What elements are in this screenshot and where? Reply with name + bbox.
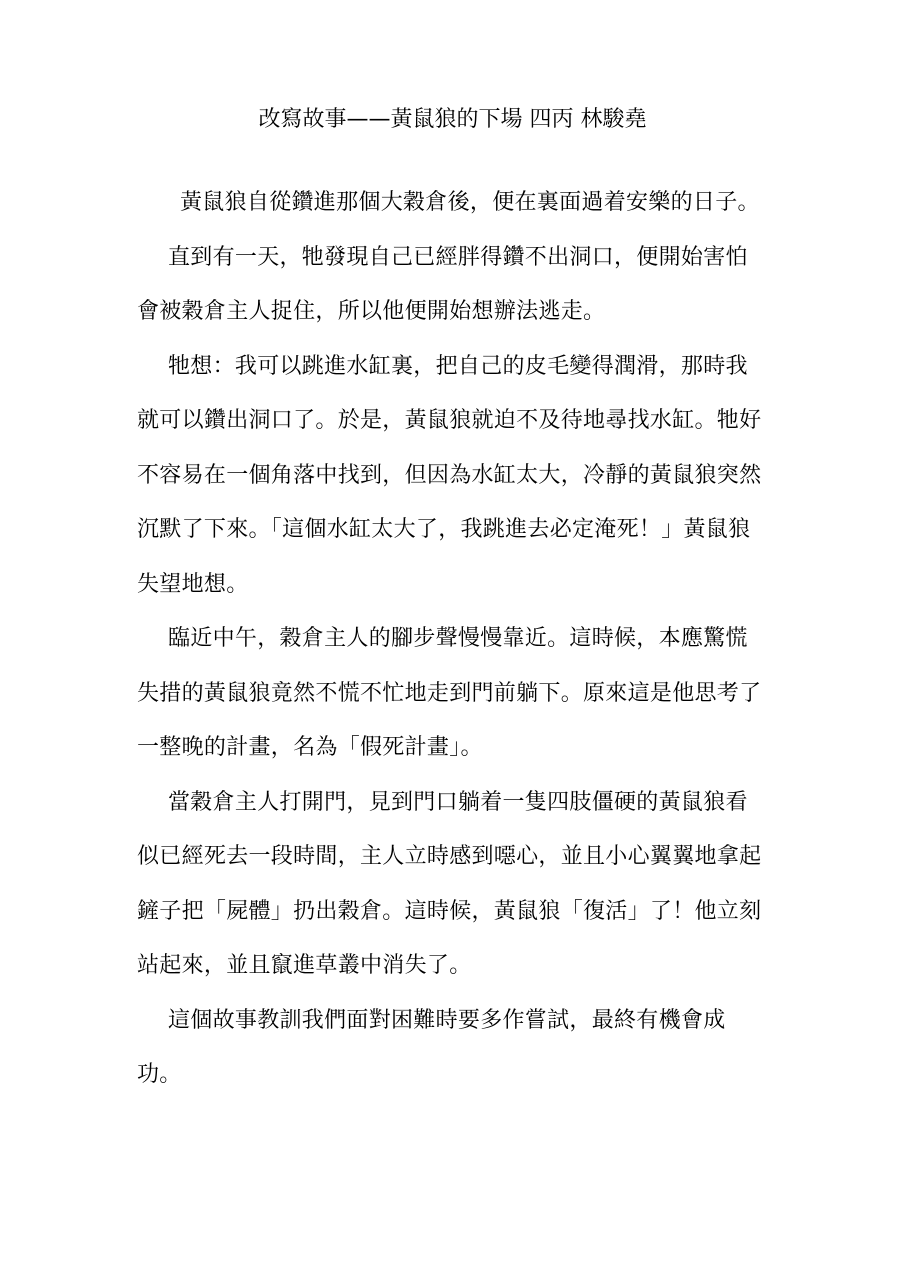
paragraph: 當穀倉主人打開門，見到門口躺着一隻四肢僵硬的黃鼠狼看似已經死去一段時間，主人立時感到噁心，並且小心翼翼地拿起鏟子把「屍體」扔出穀倉。這時候，黃鼠狼「復活」了！他立刻站起來，並且竄進草叢中消失了。 <box>137 789 762 978</box>
document-body <box>137 176 762 1103</box>
paragraph: 牠想：我可以跳進水缸裏，把自己的皮毛變得潤滑，那時我就可以鑽出洞口了。於是，黃鼠狼就迫不及待地尋找水缸。牠好不容易在一個角落中找到，但因為水缸太大，冷靜的黃鼠狼突然沉默了下來。「這個水缸太大了，我跳進去必定淹死！」黃鼠狼失望地想。 <box>137 353 762 597</box>
document-title: 改寫故事——黃鼠狼的下場 四丙 林駿堯 <box>258 107 647 132</box>
paragraph: 臨近中午，穀倉主人的腳步聲慢慢靠近。這時候，本應驚慌失措的黃鼠狼竟然不慌不忙地走到門前躺下。原來這是他思考了一整晚的計畫，名為「假死計畫」。 <box>137 626 762 760</box>
paragraph: 直到有一天，牠發現自己已經胖得鑽不出洞口，便開始害怕會被穀倉主人捉住，所以他便開始想辦法逃走。 <box>137 244 748 324</box>
paragraph: 黃鼠狼自從鑽進那個大穀倉後，便在裏面過着安樂的日子。 <box>180 190 760 215</box>
paragraph: 這個故事教訓我們面對困難時要多作嘗試，最終有機會成功。 <box>137 1007 726 1087</box>
